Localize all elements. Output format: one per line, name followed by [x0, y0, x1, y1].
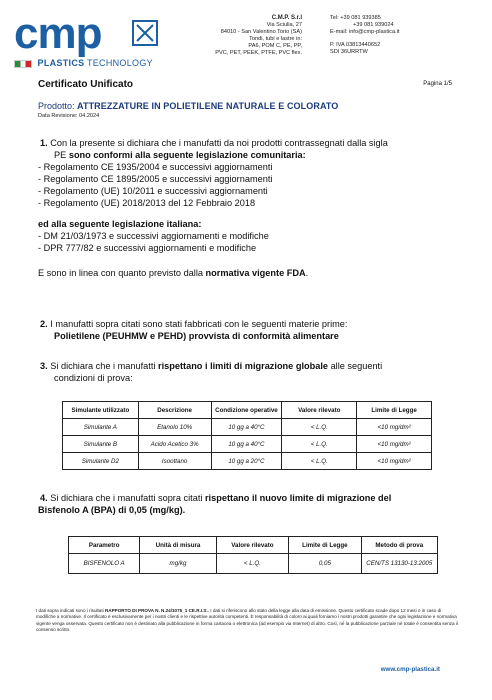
company-description-line: PA6, POM C, PE, PP,	[248, 43, 302, 49]
section-number: 2.	[40, 319, 48, 329]
table-cell: Isoottano	[138, 453, 211, 470]
table-header: Unità di misura	[140, 537, 216, 554]
table-cell: < L.Q.	[216, 554, 289, 574]
product-name: ATTREZZATURE IN POLIETILENE NATURALE E COLORATO	[77, 101, 339, 111]
table-cell: 10 gg a 40°C	[211, 419, 282, 436]
logo-tagline	[14, 58, 153, 68]
eu-regulation-item: - Regolamento (UE) 2018/2013 del 12 Febbraio 2018	[38, 198, 256, 208]
sdi-code: SDI 36URRTW	[330, 49, 368, 55]
product-label: Prodotto:	[38, 101, 75, 111]
table-header: Descrizione	[138, 402, 211, 419]
table-cell: Simulante B	[63, 436, 139, 453]
table-cell: Simulante A	[63, 419, 139, 436]
table-header: Valore rilevato	[216, 537, 289, 554]
logo-wordmark: cmp	[14, 9, 102, 58]
fda-bold-text: normativa vigente FDA	[205, 268, 306, 278]
section-2-text: I manufatti sopra citati sono stati fabbricati con le seguenti materie prime:	[50, 319, 348, 329]
section-1-intro-cont	[38, 149, 458, 161]
table-header-row	[63, 402, 432, 419]
table-cell: <10 mg/dm²	[357, 453, 432, 470]
fda-statement	[38, 267, 458, 279]
it-regulation-item: - DPR 777/82 e successivi aggiornamenti e modifiche	[38, 243, 257, 253]
eu-regulation-item: - Regolamento CE 1935/2004 e successivi aggiornamenti	[38, 162, 273, 172]
table-header: Simulante utilizzato	[63, 402, 139, 419]
italian-flag-icon	[14, 60, 32, 68]
table-cell: 0,05	[289, 554, 361, 574]
table-cell: mg/kg	[140, 554, 216, 574]
table-header-row	[69, 537, 438, 554]
document-title: Certificato Unificato	[38, 79, 134, 90]
table-header: Valore rilevato	[282, 402, 357, 419]
migration-table	[62, 401, 432, 470]
eu-regulation-item: - Regolamento CE 1895/2005 e successivi aggiornamenti	[38, 174, 273, 184]
table-row	[63, 436, 432, 453]
footnote-report-number: RAPPORTO DI PROVA N. N.24/1075_1 CE.R.I.S.	[104, 608, 208, 613]
section-number: 3.	[40, 361, 48, 371]
company-name: C.M.P. S.r.l	[271, 15, 302, 21]
company-contacts	[330, 15, 480, 56]
section-3	[38, 360, 458, 384]
table-row	[63, 419, 432, 436]
phone-number: Tel: +39 081 939385	[330, 15, 381, 21]
revision-date: Data Revisione: 04.2024	[38, 113, 100, 119]
company-description-line: Tondi, tubi e lastre in:	[249, 36, 302, 42]
bpa-table	[68, 536, 438, 574]
table-cell: < L.Q.	[282, 453, 357, 470]
table-cell: Simulante D2	[63, 453, 139, 470]
section-4-bold-text: rispettano il nuovo limite di migrazione del	[204, 493, 392, 503]
email-address: E-mail: info@cmp-plastica.it	[330, 29, 400, 35]
footnote-text: I dati sopra indicati sono i risultati	[36, 608, 104, 613]
section-4-bold-line2: Bisfenolo A (BPA) di 0,05 (mg/kg).	[38, 505, 186, 515]
it-regulation-item: - DM 21/03/1973 e successivi aggiornamenti e modifiche	[38, 231, 269, 241]
table-row	[63, 453, 432, 470]
section-1	[38, 137, 458, 279]
table-header: Limite di Legge	[289, 537, 361, 554]
website-link[interactable]: www.cmp-plastica.it	[380, 666, 440, 673]
section-1-intro	[38, 137, 458, 149]
logo-technology-text: TECHNOLOGY	[86, 58, 153, 68]
section-1-bold-text: sono conformi alla seguente legislazione comunitaria:	[68, 150, 306, 160]
table-cell: <10 mg/dm²	[357, 419, 432, 436]
pe-code: PE	[54, 150, 67, 160]
logo-mark-icon	[132, 20, 158, 46]
section-2-bold-text: Polietilene (PEUHMW e PEHD) provvista di conformità alimentare	[54, 331, 339, 341]
fda-text: E sono in linea con quanto previsto dalla	[38, 268, 203, 278]
table-cell: < L.Q.	[282, 436, 357, 453]
vat-number: P. IVA 03813440652	[330, 42, 381, 48]
table-cell: < L.Q.	[282, 419, 357, 436]
section-2	[38, 318, 458, 342]
table-cell: 10 gg a 20°C	[211, 453, 282, 470]
section-4-text: Si dichiara che i manufatti sopra citati	[50, 493, 203, 503]
table-cell: 10 gg a 40°C	[211, 436, 282, 453]
eu-regulation-item: - Regolamento (UE) 10/2011 e successivi aggiornamenti	[38, 186, 268, 196]
section-3-text-end: alle seguenti	[330, 361, 383, 371]
table-header: Limite di Legge	[357, 402, 432, 419]
table-header: Metodo di prova	[361, 537, 437, 554]
table-cell: Etanolo 10%	[138, 419, 211, 436]
logo-plastics-text: PLASTICS	[37, 58, 85, 68]
section-3-bold-text: rispettano i limiti di migrazione globale	[158, 361, 328, 371]
phone-number: +39 081 939024	[353, 22, 394, 28]
table-cell: Acido Acetico 3%	[138, 436, 211, 453]
product-line	[38, 101, 338, 111]
italian-legislation-heading: ed alla seguente legislazione italiana:	[38, 219, 202, 229]
table-header: Parametro	[69, 537, 140, 554]
company-address-line: Via Sciulia, 27	[266, 22, 302, 28]
table-cell: BISFENOLO A	[69, 554, 140, 574]
company-info	[172, 15, 302, 57]
fda-period: .	[305, 268, 309, 278]
table-cell: CEN/TS 13130-13:2005	[361, 554, 437, 574]
section-3-text-line2: condizioni di prova:	[54, 373, 133, 383]
company-logo	[14, 9, 164, 68]
company-description-line: PVC, PET, PEEK, PTFE, PVC flex.	[215, 50, 302, 56]
table-header: Condizione operative	[211, 402, 282, 419]
section-4	[38, 492, 458, 516]
section-number: 1.	[40, 138, 48, 148]
footnote-disclaimer	[36, 608, 458, 634]
company-address-line: 84010 - San Valentino Torio (SA)	[220, 29, 302, 35]
table-cell: <10 mg/dm²	[357, 436, 432, 453]
page-number: Pagina 1/5	[423, 81, 452, 87]
section-1-intro-text: Con la presente si dichiara che i manufatti da noi prodotti contrassegnati dalla sigla	[50, 138, 388, 148]
table-row	[69, 554, 438, 574]
footnote-text-rest: . I dati si riferiscono allo stato della legge alla data di emissione. Questo certificato scade dopo 12 mesi o in caso di modifiche a normative. Il certificato è esclusivamente per i nostri clienti e le rispettive autorità competenti. È responsabilità di coloro ai quali forniamo i nostri prodotti garantire che ogni legislazione e normativa vigente venga osservata. Questo certificato non è destinato alla pubblicazione in forma cartacea o elettronica (ad esempio via Internet) di altro. Così, né la pubblicazione parziale né totale è consentita senza il consenso scritto.	[36, 608, 458, 633]
section-number: 4.	[40, 493, 48, 503]
section-3-text: Si dichiara che i manufatti	[50, 361, 156, 371]
